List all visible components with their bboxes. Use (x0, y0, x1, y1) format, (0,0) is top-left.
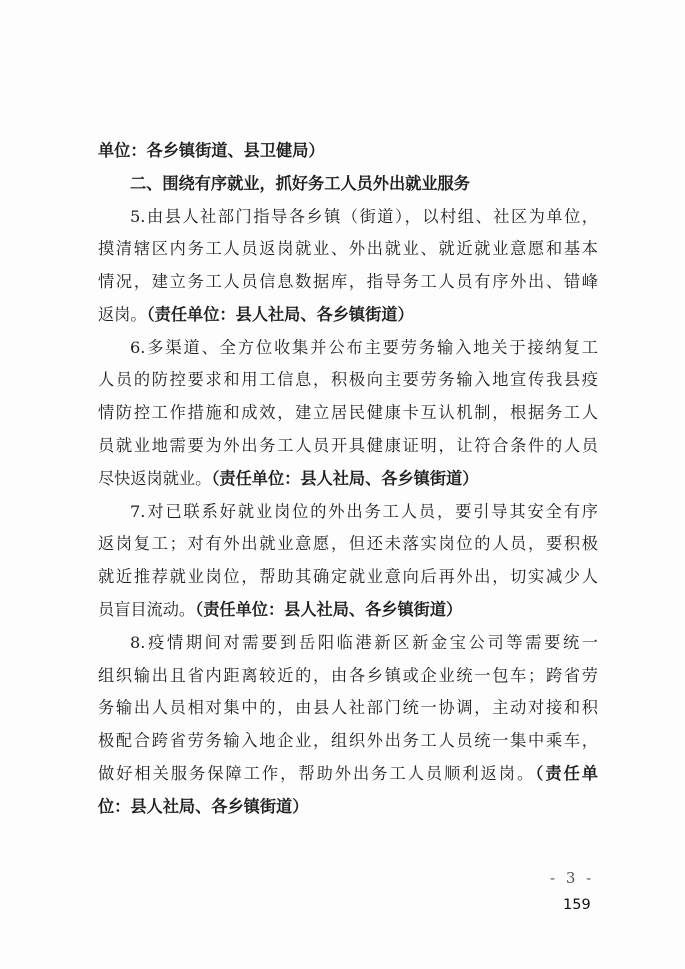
line-text: 员就业地需要为外出务工人员开具健康证明，让符合条件的人员 (98, 436, 598, 456)
responsible-unit: 单位：各乡镇街道、县卫健局） (98, 141, 325, 160)
text-line (98, 202, 598, 232)
text-line (98, 661, 598, 691)
line-text: 就近推荐就业岗位，帮助其确定就业意向后再外出，切实减少人 (98, 567, 598, 587)
responsible-unit: （责任单位：县人社局、各乡镇街道） (146, 304, 414, 324)
line-text: 务输出人员相对集中的，由县人社部门统一协调，主动对接和积 (98, 698, 598, 718)
line-text: 返岗。 (98, 304, 147, 324)
text-line (98, 759, 598, 789)
responsible-unit: （责任单位：县人社局、各乡镇街道） (211, 468, 479, 488)
line-text: 人员的防控要求和用工信息，积极向主要劳务输入地宣传我县疫 (98, 370, 598, 390)
text-line (98, 300, 598, 330)
line-text: 6.多渠道、全方位收集并公布主要劳务输入地关于接纳复工 (130, 337, 598, 357)
line-text: 7.对已联系好就业岗位的外出务工人员，要引导其安全有序 (130, 501, 598, 521)
line-text: 情况，建立务工人员信息数据库，指导务工人员有序外出、错峰 (98, 272, 598, 292)
text-line (98, 464, 598, 494)
page-number: - 3 - (550, 869, 595, 887)
text-line (98, 693, 598, 723)
line-text: 极配合跨省劳务输入地企业，组织外出务工人员统一集中乘车， (98, 731, 598, 751)
text-line (98, 595, 598, 625)
text-line (98, 333, 598, 363)
text-line (98, 267, 598, 297)
line-text: 情防控工作措施和成效，建立居民健康卡互认机制，根据务工人 (98, 403, 598, 423)
text-line (98, 628, 598, 658)
line-text: 员盲目流动。 (98, 599, 196, 619)
line-text: 摸清辖区内务工人员返岗就业、外出就业、就近就业意愿和基本 (98, 239, 598, 259)
text-line (98, 431, 598, 461)
section-heading-text: 二、围绕有序就业，抓好务工人员外出就业服务 (130, 173, 470, 193)
line-text: 8.疫情期间对需要到岳阳临港新区新金宝公司等需要统一 (130, 632, 598, 652)
responsible-unit: （责任单 (535, 763, 598, 783)
line-text: 5.由县人社部门指导各乡镇（街道），以村组、社区为单位， (130, 206, 598, 226)
document-body (98, 136, 598, 824)
line-text: 做好相关服务保障工作，帮助外出务工人员顺利返岗。 (98, 763, 536, 783)
responsible-unit: （责任单位：县人社局、各乡镇街道） (195, 599, 463, 619)
line-text: 返岗复工；对有外出就业意愿，但还未落实岗位的人员，要积极 (98, 534, 598, 554)
section-heading (98, 169, 598, 199)
line-text: 尽快返岗就业。 (98, 468, 212, 488)
text-line (98, 529, 598, 559)
text-line (98, 136, 598, 166)
text-line (98, 398, 598, 428)
text-line (98, 562, 598, 592)
text-line (98, 726, 598, 756)
text-line (98, 497, 598, 527)
scan-page-number: 159 (563, 897, 591, 913)
text-line (98, 792, 598, 822)
responsible-unit: 位：县人社局、各乡镇街道） (98, 796, 309, 816)
text-line (98, 365, 598, 395)
text-line (98, 234, 598, 264)
line-text: 组织输出且省内距离较近的，由各乡镇或企业统一包车；跨省劳 (98, 665, 598, 685)
